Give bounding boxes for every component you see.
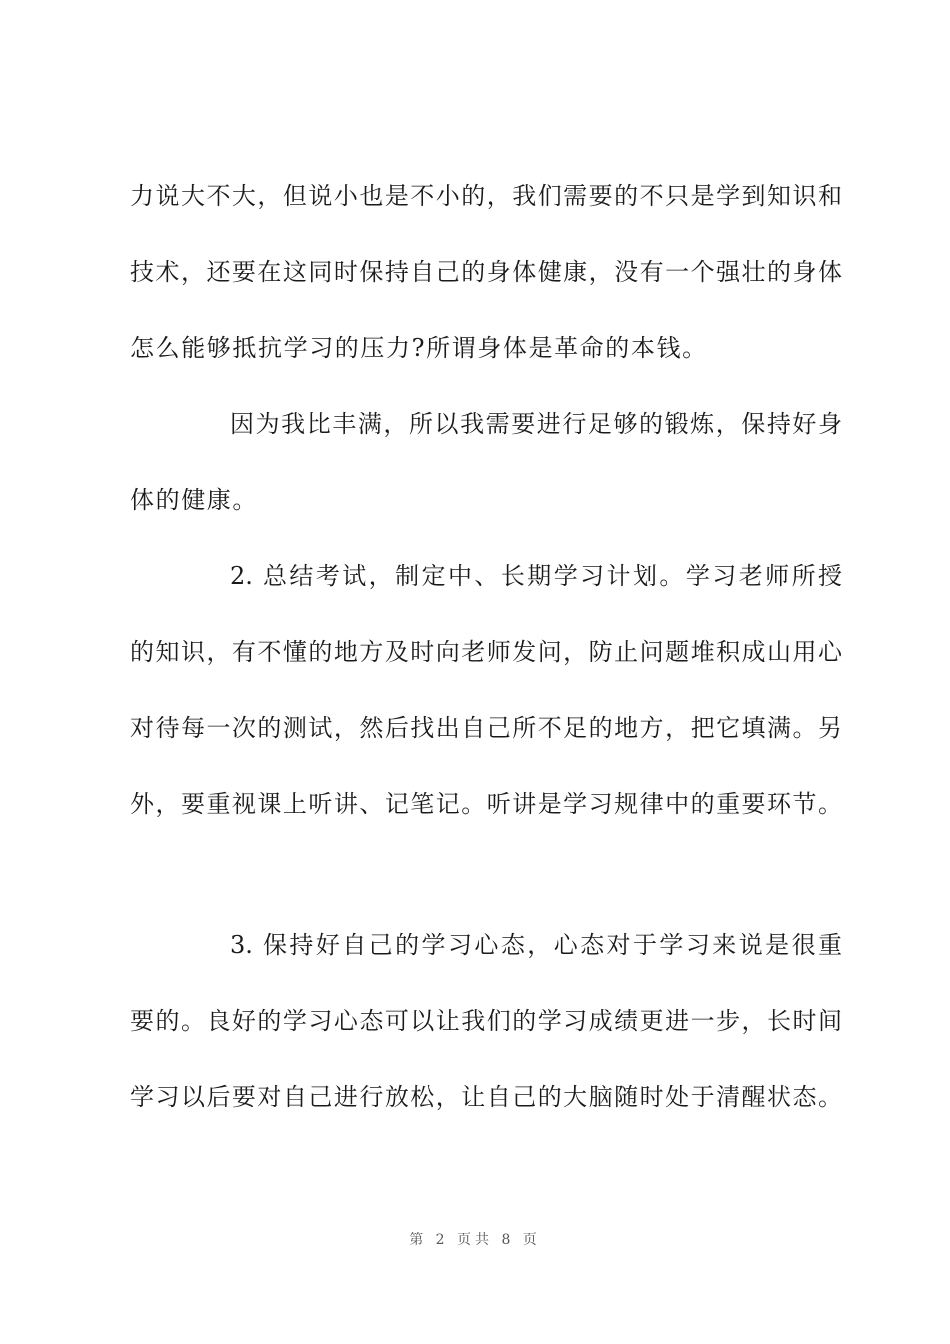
text-line: 体的健康。 xyxy=(130,486,258,514)
text-line: 对待每一次的测试，然后找出自己所不足的地方，把它填满。另 xyxy=(130,714,842,742)
text-line: 怎么能够抵抗学习的压力?所谓身体是革命的本钱。 xyxy=(130,334,708,362)
text-line: 外，要重视课上听讲、记笔记。听讲是学习规律中的重要环节。 xyxy=(130,790,842,818)
text-line: 3. 保持好自己的学习心态，心态对于学习来说是很重 xyxy=(230,931,842,959)
text-line: 2. 总结考试，制定中、长期学习计划。学习老师所授 xyxy=(230,562,842,590)
text-line: 要的。良好的学习心态可以让我们的学习成绩更进一步，长时间 xyxy=(130,1007,842,1035)
text-line: 的知识，有不懂的地方及时向老师发问，防止问题堆积成山用心 xyxy=(130,638,842,666)
text-line: 技术，还要在这同时保持自己的身体健康，没有一个强壮的身体 xyxy=(130,258,842,286)
text-line: 学习以后要对自己进行放松，让自己的大脑随时处于清醒状态。 xyxy=(130,1083,842,1111)
text-line: 因为我比丰满，所以我需要进行足够的锻炼，保持好身 xyxy=(230,410,842,438)
text-line: 力说大不大，但说小也是不小的，我们需要的不只是学到知识和 xyxy=(130,182,842,210)
page-footer: 第 2 页共 8 页 xyxy=(409,1232,541,1248)
